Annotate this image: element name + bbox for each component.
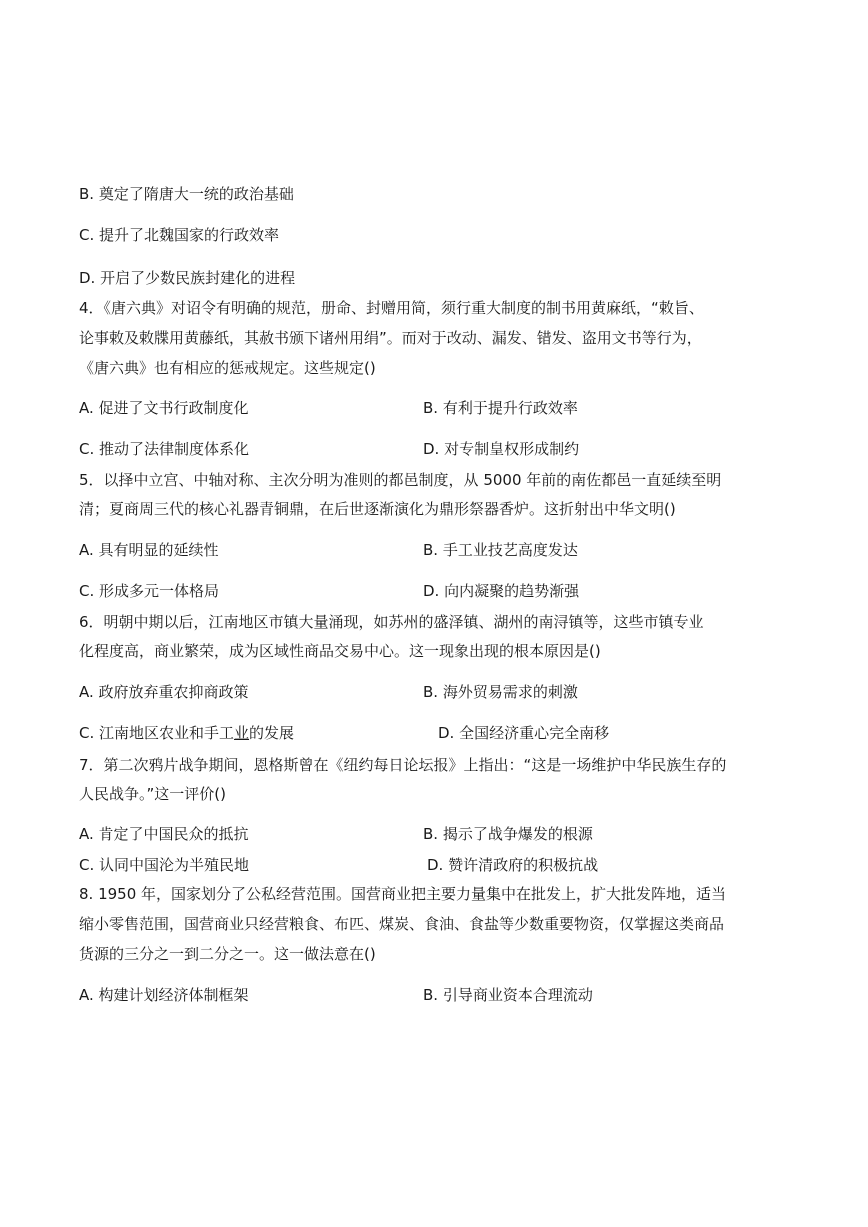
q8-option-b: B. 引导商业资本合理流动 [423, 986, 593, 1004]
q8-option-a: A. 构建计划经济体制框架 [79, 986, 249, 1004]
q8-stem-line-1: 8. 1950 年，国家划分了公私经营范围。国营商业把主要力量集中在批发上，扩大批发阵地，适当 [79, 885, 727, 903]
q7-stem-line-1: 7．第二次鸦片战争期间，恩格斯曾在《纽约每日论坛报》上指出：“这是一场维护中华民族生存的 [79, 756, 727, 774]
option-c-prev: C. 提升了北魏国家的行政效率 [79, 226, 280, 244]
q5-stem-line-1: 5．以择中立宫、中轴对称、主次分明为准则的都邑制度，从 5000 年前的南佐都邑一直延续至明 [79, 471, 722, 489]
q6-option-d: D. 全国经济重心完全南移 [438, 724, 610, 742]
q8-stem-line-2: 缩小零售范围，国营商业只经营粮食、布匹、煤炭、食油、食盐等少数重要物资，仅掌握这类商品 [79, 915, 725, 933]
q7-option-c: C. 认同中国沦为半殖民地 [79, 856, 250, 874]
q6-option-c-underlined: 业 [234, 724, 250, 742]
q5-option-d: D. 向内凝聚的趋势渐强 [423, 582, 580, 600]
q6-stem-line-1: 6．明朝中期以后，江南地区市镇大量涌现，如苏州的盛泽镇、湖州的南浔镇等，这些市镇专业 [79, 613, 704, 631]
q8-stem-line-3: 货源的三分之一到二分之一。这一做法意在() [79, 945, 376, 963]
q6-stem-line-2: 化程度高，商业繁荣，成为区域性商品交易中心。这一现象出现的根本原因是() [79, 642, 601, 660]
q7-option-a: A. 肯定了中国民众的抵抗 [79, 825, 249, 843]
q7-stem-line-2: 人民战争。”这一评价() [79, 785, 226, 803]
q7-option-b: B. 揭示了战争爆发的根源 [423, 825, 593, 843]
q7-option-d: D. 赞许清政府的积极抗战 [427, 856, 599, 874]
q4-stem-line-1: 4．《唐六典》对诏令有明确的规范，册命、封赠用简，须行重大制度的制书用黄麻纸，“敕旨、 [79, 299, 704, 317]
q6-option-c [79, 723, 294, 743]
q5-option-a: A. 具有明显的延续性 [79, 541, 219, 559]
q5-stem-line-2: 清；夏商周三代的核心礼器青铜鼎，在后世逐渐演化为鼎形祭器香炉。这折射出中华文明() [79, 500, 676, 518]
q6-option-c-pre: C. 江南地区农业和手工 [79, 724, 235, 742]
q6-option-c-post: 的发展 [249, 724, 295, 742]
q5-option-b: B. 手工业技艺高度发达 [423, 541, 578, 559]
option-d-prev: D. 开启了少数民族封建化的进程 [79, 269, 296, 287]
q6-option-b: B. 海外贸易需求的刺激 [423, 683, 578, 701]
q4-stem-line-3: 《唐六典》也有相应的惩戒规定。这些规定() [79, 359, 376, 377]
option-b-prev: B. 奠定了隋唐大一统的政治基础 [79, 185, 294, 203]
q4-option-c: C. 推动了法律制度体系化 [79, 440, 250, 458]
q4-option-b: B. 有利于提升行政效率 [423, 399, 578, 417]
q4-stem-line-2: 论事敕及敕牒用黄藤纸，其赦书颁下诸州用绢”。而对于改动、漏发、错发、盗用文书等行为， [79, 329, 702, 347]
q4-option-a: A. 促进了文书行政制度化 [79, 399, 249, 417]
q6-option-a: A. 政府放弃重农抑商政策 [79, 683, 249, 701]
q5-option-c: C. 形成多元一体格局 [79, 582, 220, 600]
q4-option-d: D. 对专制皇权形成制约 [423, 440, 580, 458]
